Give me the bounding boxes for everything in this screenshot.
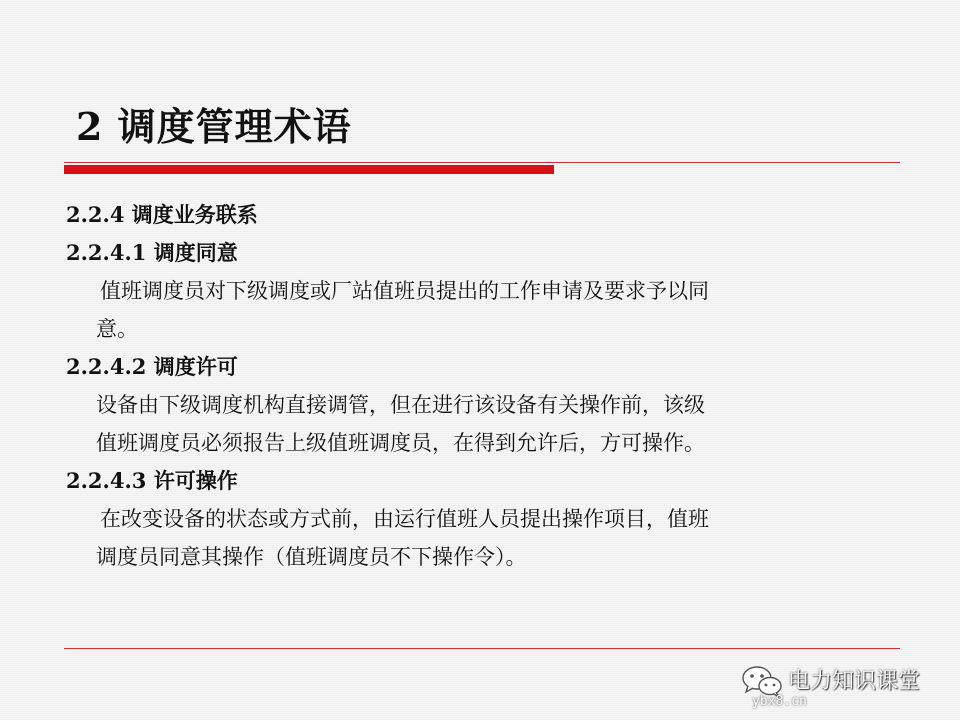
section-heading: 2.2.4 调度业务联系 xyxy=(66,202,258,227)
item-heading-permitted-operation: 2.2.4.3 许可操作 xyxy=(66,468,238,493)
item-text-line: 调度员同意其操作（值班调度员不下操作令）。 xyxy=(96,545,527,569)
item-text-line: 在改变设备的状态或方式前，由运行值班人员提出操作项目，值班 xyxy=(100,507,709,531)
item-text-line: 值班调度员必须报告上级值班调度员，在得到允许后，方可操作。 xyxy=(96,431,705,455)
slide-title: 2 调度管理术语 xyxy=(76,104,352,149)
item-text-line: 意。 xyxy=(96,317,138,341)
item-text-line: 值班调度员对下级调度或厂站值班员提出的工作申请及要求予以同 xyxy=(100,279,709,303)
watermark xyxy=(740,660,940,712)
watermark-name: 电力知识课堂 xyxy=(788,669,921,694)
watermark-site: ybx8.cn xyxy=(752,694,807,709)
wechat-icon xyxy=(740,664,784,698)
footer-divider xyxy=(64,648,900,649)
title-accent-bar xyxy=(64,165,554,174)
item-text-line: 设备由下级调度机构直接调管，但在进行该设备有关操作前，该级 xyxy=(96,393,705,417)
item-heading-permission: 2.2.4.2 调度许可 xyxy=(66,354,238,379)
title-divider-top xyxy=(64,162,900,163)
item-heading-consent: 2.2.4.1 调度同意 xyxy=(66,240,238,265)
slide-content xyxy=(66,196,896,576)
